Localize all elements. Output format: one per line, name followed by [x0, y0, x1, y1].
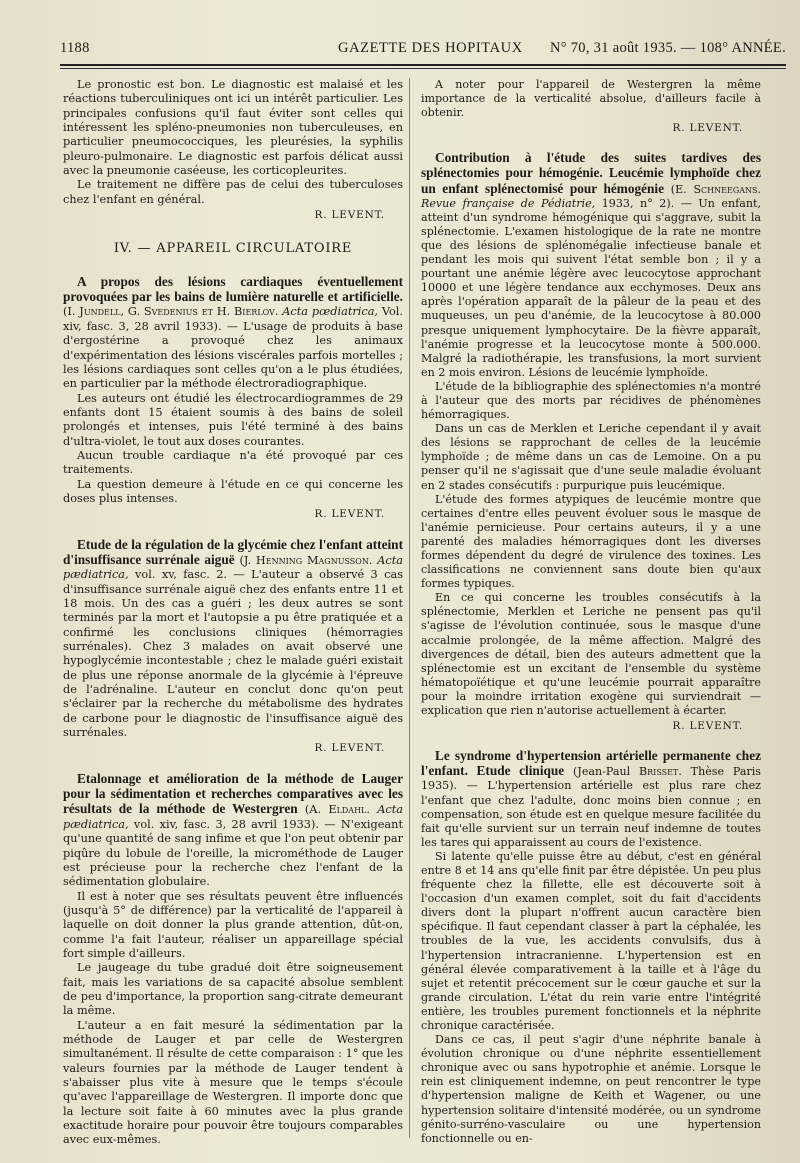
paragraph-text: Un enfant, atteint d'un syndrome hémogénique qui s'aggrave, subit la splénectomie. L'examen histologique de la rate ne montre que des lésions de splénomégalie infectieuse banale et pendant les mois qui suivent l'état semble bon ; il y a pourtant une anémie légère avec leucocytose approchant 10000 et une légère tendance aux ecchymoses. Deux ans après l'opération apparaît de la pâleur de la peau et des muqueuses, un peu d'anémie, de la leucocytose à 80.000 presque uniquement lymphocytaire. De la fièvre apparaît, l'anémie progresse et la leucocytose monte à 500.000. Malgré la radiothérapie, les transfusions, la mort survient en 2 mois environ. Lésions de leucémie lymphoïde.: [421, 196, 761, 379]
paragraph: Si latente qu'elle puisse être au début, c'est en général entre 8 et 14 ans qu'elle finit par être dépistée. Un peu plus fréquente chez la fillette, elle est découverte soit à l'occasion d'un examen complet, soit du fait d'accidents divers dont la plupart n'offrent aucun caractère bien spécifique. Il faut cependant classer à part la céphalée, les troubles de la vue, les accidents convulsifs, dus à l'hypertension intracranienne. L'hypertension est en général élevée comparativement à la taille et à l'âge du sujet et retentit précocement sur le cœur gauche et sur la grande circulation. L'état du rein varie entre l'intégrité entière, les troubles purement fonctionnels et la néphrite chronique caractérisée.: [421, 849, 761, 1032]
journal-title: GAZETTE DES HOPITAUX: [338, 40, 523, 56]
article-authors: Schneegans.: [693, 182, 761, 196]
article-authors: Henning Magnusson.: [255, 553, 373, 567]
article-lead: [421, 749, 761, 850]
article-title: Etude de la régulation de la glycémie chez l'enfant atteint d'insuffisance surrénale aiguë: [63, 536, 403, 567]
paragraph: Il est à noter que ses résultats peuvent être influencés (jusqu'à 5° de différence) par la verticalité de l'appareil à laquelle on doit donner la plus grande attention, dût-on, comme l'a fait l'auteur, réaliser un appareillage spécial fort simple d'ailleurs.: [63, 889, 403, 960]
ref-open: (J.: [234, 553, 256, 567]
column-separator: [409, 78, 410, 1138]
paragraph: Le traitement ne diffère pas de celui des tuberculoses chez l'enfant en général.: [63, 178, 403, 206]
page-header: [60, 40, 786, 62]
header-rule-thin: [60, 68, 786, 69]
author-signature: R. LEVENT.: [314, 209, 385, 222]
article-reference: Vol. xiv, fasc. 3, 28 avril 1933). —: [63, 305, 403, 333]
article-lead: [421, 151, 761, 380]
article-lead: [63, 275, 403, 392]
paragraph: Dans ce cas, il peut s'agir d'une néphrite banale à évolution chronique ou d'une néphrite essentiellement chronique avec ou sans hypotrophie et anémie. Lorsque le rein est cliniquement indemne, on peut rencontrer le type d'hypertension maligne de Keith et Wagener, ou une hypertension solitaire d'intensité modérée, ou un syndrome génito-surréno-vasculaire ou une hypertension fonctionnelle ou en-: [421, 1033, 761, 1145]
ref-open: (A.: [297, 803, 329, 817]
article-reference: vol. xv, fasc. 2. —: [128, 568, 252, 582]
paragraph-text: L'usage de produits à base d'ergostérine a provoqué chez les animaux d'expérimentation des lésions viscérales parfois mortelles ; les lésions cardiaques sont celles qu'on a le plus étudiées, en particulier par la méthode électroradiographique.: [63, 319, 403, 391]
author-signature: R. LEVENT.: [672, 720, 743, 733]
author-signature: R. LEVENT.: [314, 742, 385, 755]
article-title: A propos des lésions cardiaques éventuellement provoquées par les bains de lumière naturelle et artificielle.: [63, 273, 403, 305]
article-lead: [63, 538, 403, 741]
paragraph: La question demeure à l'étude en ce qui concerne les doses plus intenses.: [63, 477, 403, 505]
right-column: [421, 78, 761, 1146]
article-reference: Thèse Paris 1935). —: [421, 765, 761, 793]
article-authors: Eldahl.: [328, 803, 370, 817]
article-reference: 1933, n° 2). —: [595, 196, 699, 210]
paragraph: Le jaugeage du tube gradué doit être soigneusement fait, mais les variations de sa capacité absolue semblent de peu d'importance, la proportion sang-citrate demeurant la même.: [63, 961, 403, 1018]
paragraph-text: L'hypertension artérielle est plus rare chez l'enfant que chez l'adulte, donc moins bien connue ; en compensation, son étude est en quelque mesure facilitée du fait qu'elle survient sur un terrain neuf indemne de toutes les tares qui apparaissent au cours de l'existence.: [421, 779, 761, 849]
header-rule-thick: [60, 64, 786, 66]
paragraph: L'étude de la bibliographie des splénectomies n'a montré à l'auteur que des morts par récidives de phénomènes hémorragiques.: [421, 379, 761, 422]
ref-open: (E.: [664, 182, 694, 196]
ref-open: (Jean-Paul: [564, 765, 639, 779]
article-title: Le syndrome d'hypertension artérielle permanente chez l'enfant. Etude clinique: [421, 748, 761, 779]
paragraph: L'étude des formes atypiques de leucémie montre que certaines d'entre elles peuvent évoluer sous le masque de l'anémie pernicieuse. Pour certains auteurs, il y a une parenté des maladies hémorragiques dont les diverses formes dépendent du degré de virulence des toxines. Les classifications ne conviennent sans doute bien qu'aux formes typiques.: [421, 492, 761, 591]
paragraph: En ce qui concerne les troubles consécutifs à la splénectomie, Merklen et Leriche ne pensent pas qu'il s'agisse de l'évolution continuée, sous le masque d'une accalmie prolongée, de la même affection. Malgré des divergences de détail, bien des auteurs admettent que la splénectomie est un excitant de l'ensemble du système hématopoïétique et qu'une leucémie pourrait apparaître pour la moindre irritation exogène qui surviendrait — explication que rien n'autorise actuellement à écarter.: [421, 591, 761, 718]
paragraph: A noter pour l'appareil de Westergren la même importance de la verticalité absolue, d'ailleurs facile à obtenir.: [421, 78, 761, 120]
article-authors: Jundell, G. Svedenius et H. Bierlov.: [79, 305, 279, 319]
paragraph-text: L'auteur a observé 3 cas d'insuffisance surrénale aiguë chez des enfants entre 11 et 18 mois. Un des cas a guéri ; les deux autres se sont terminés par la mort et l'autopsie a pu être pratiquée et a confirmé les conclusions cliniques (hémorragies surrénales). Chez 3 malades on avait observé une hypoglycémie incontestable ; chez le malade guéri existait de plus une réponse anormale de la glycémie à l'épreuve de l'adrénaline. L'auteur en conclut donc qu'on peut s'éclairer par la recherche du métabolisme des hydrates de carbone pour le diagnostic de l'insuffisance aiguë des surrénales.: [63, 568, 403, 740]
paragraph: Le pronostic est bon. Le diagnostic est malaisé et les réactions tuberculiniques ont ici un intérêt particulier. Les principales confusions qu'il faut éviter sont celles qui intéressent les spléno-pneumonies non tuberculeuses, en particulier pneumococciques, les pleurésies, la syphilis pleuro-pulmonaire. Le diagnostic est parfois délicat aussi avec la pneumonie caséeuse, les corticopleurites.: [63, 78, 403, 178]
article-lead: [63, 772, 403, 890]
section-heading: IV. — APPAREIL CIRCULATOIRE: [113, 241, 353, 257]
author-signature: R. LEVENT.: [672, 122, 743, 135]
paragraph-text: N'exigeant qu'une quantité de sang infime et que l'on peut obtenir par piqûre du lobule de l'oreille, la microméthode de Lauger est précieuse pour la recherche chez l'enfant de la sédimentation globulaire.: [63, 817, 403, 889]
left-column: [63, 78, 403, 1148]
article-journal: Revue française de Pédiatrie,: [421, 196, 596, 210]
paragraph: Les auteurs ont étudié les électrocardiogrammes de 29 enfants dont 15 étaient soumis à des bains de soleil prolongés et intenses, puis l'été terminé à des bains d'ultra-violet, le tout aux doses courantes.: [63, 391, 403, 448]
page-number: 1188: [60, 40, 90, 56]
issue-info: N° 70, 31 août 1935. — 108° ANNÉE.: [549, 40, 786, 56]
paragraph: Aucun trouble cardiaque n'a été provoqué par ces traitements.: [63, 448, 403, 477]
article-title: Etalonnage et amélioration de la méthode de Lauger pour la sédimentation et recherches comparatives avec les résultats de la méthode de Westergren: [63, 770, 403, 817]
paragraph: Dans un cas de Merklen et Leriche cependant il y avait des lésions se rapprochant de celles de la leucémie lymphoïde ; de même dans un cas de Lemoine. On a pu penser qu'il ne s'agissait que d'une seule maladie évoluant en 2 stades consécutifs : purpurique puis leucémique.: [421, 422, 761, 492]
article-journal: Acta pædiatrica,: [63, 553, 403, 582]
author-signature: R. LEVENT.: [314, 508, 385, 521]
article-journal: Acta pœdiatrica,: [278, 305, 379, 319]
article-authors: Brisset.: [639, 765, 682, 779]
paragraph: L'auteur a en fait mesuré la sédimentation par la méthode de Lauger et par celle de Westergren simultanément. Il résulte de cette comparaison : 1° que les valeurs fournies par la méthode de Lauger tendent à s'abaisser plus vite à mesure que le temps s'écoule qu'avec l'appareillage de Westergren. Il importe donc que la lecture soit faite à 60 minutes avec la plus grande exactitude horaire pour pouvoir être toujours comparables avec eux-mêmes.: [63, 1018, 403, 1147]
ref-open: (I.: [63, 305, 80, 319]
article-reference: vol. xiv, fasc. 3, 28 avril 1933). —: [128, 817, 341, 831]
article-journal: Acta pædiatrica,: [63, 803, 403, 831]
article-title: Contribution à l'étude des suites tardives des splénectomies pour hémogénie. Leucémie lymphoïde chez un enfant splénectomisé pour hémogénie: [421, 150, 761, 196]
